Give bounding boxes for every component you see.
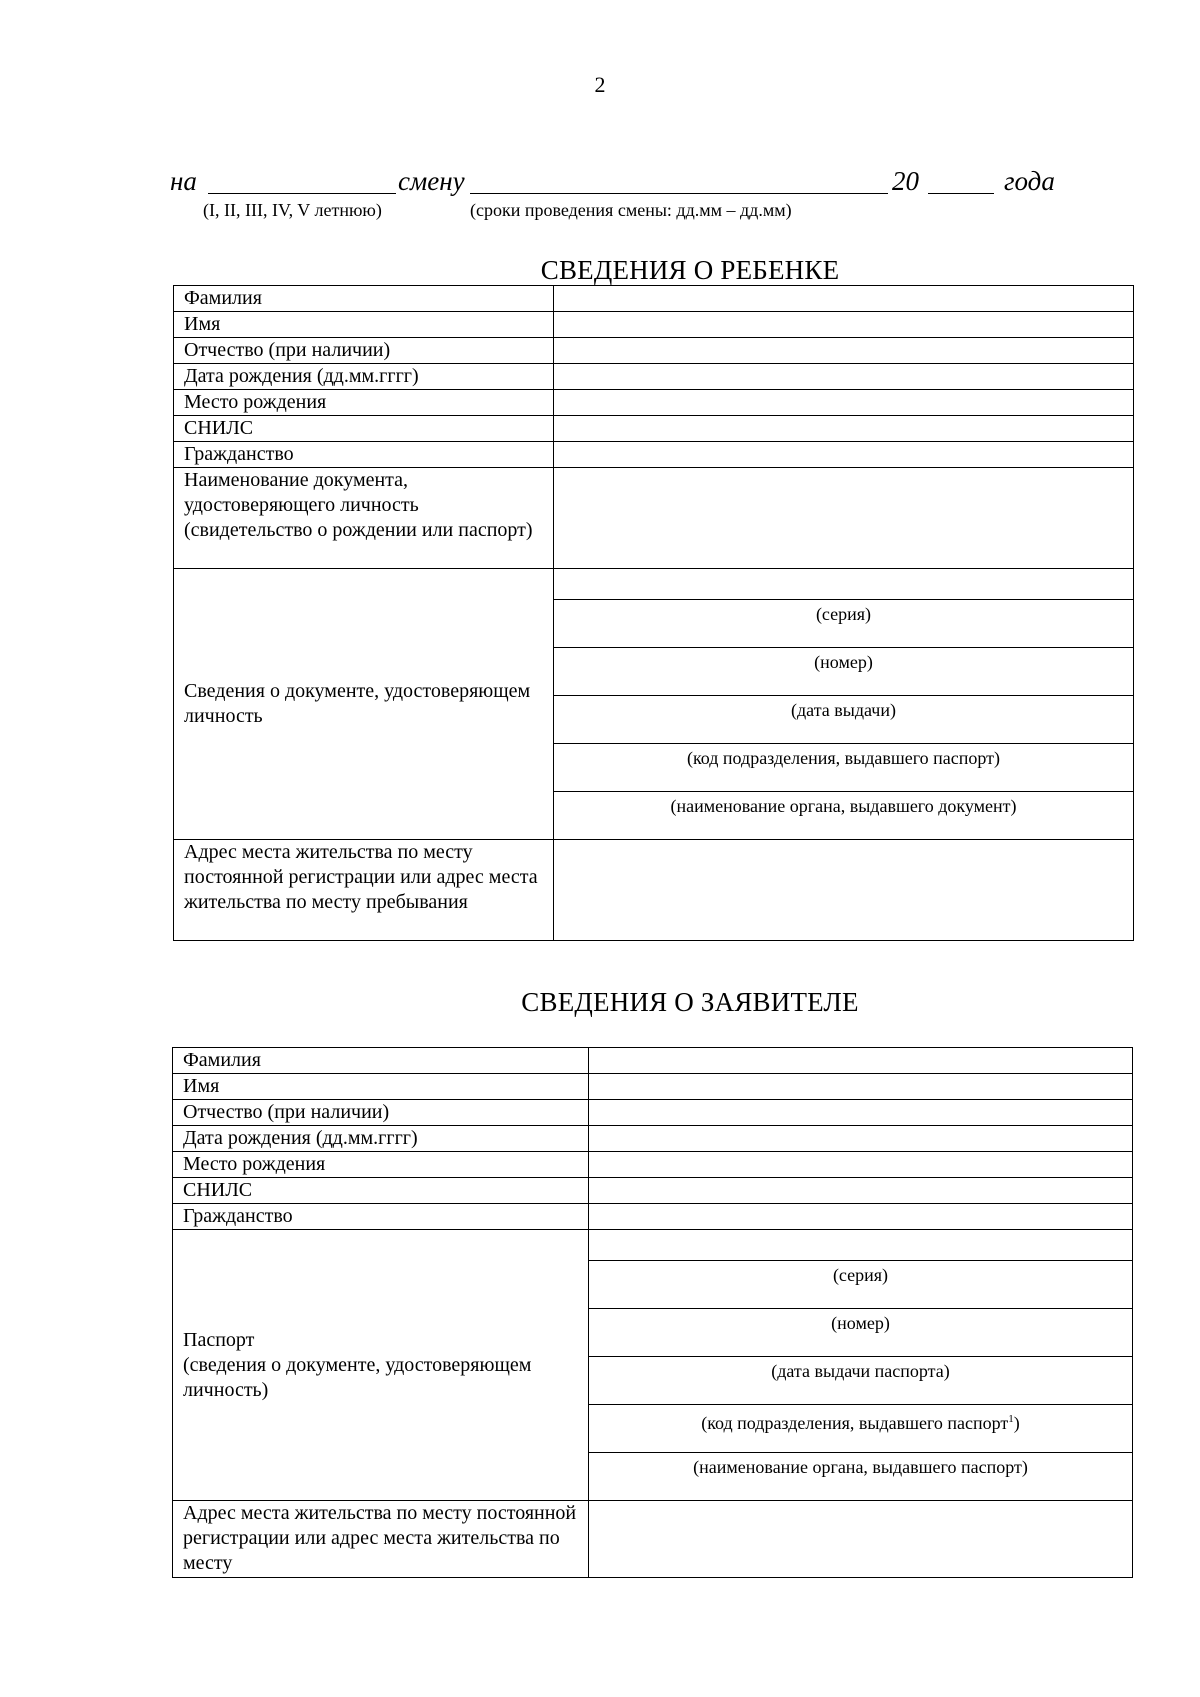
shift-hint: (I, II, III, IV, V летнюю)	[203, 200, 382, 220]
table-row	[173, 1126, 1133, 1152]
child-value-citizenship[interactable]	[554, 442, 1134, 468]
applicant-passport-issue-date[interactable]: (дата выдачи паспорта)	[589, 1357, 1133, 1405]
child-doc-division-code[interactable]: (код подразделения, выдавшего паспорт)	[554, 744, 1134, 792]
table-row	[174, 338, 1134, 364]
child-label-doc-name: Наименование документа, удостоверяющего личность (свидетельство о рождении или паспорт)	[174, 468, 554, 569]
child-value-name[interactable]	[554, 312, 1134, 338]
year-suffix: года	[1004, 166, 1055, 196]
applicant-label-birthplace: Место рождения	[173, 1152, 589, 1178]
child-value-address[interactable]	[554, 840, 1134, 941]
table-row	[173, 1178, 1133, 1204]
applicant-value-address[interactable]	[589, 1501, 1133, 1578]
page-number: 2	[594, 72, 606, 97]
child-label-citizenship: Гражданство	[174, 442, 554, 468]
child-doc-series[interactable]: (серия)	[554, 600, 1134, 648]
applicant-label-patronymic: Отчество (при наличии)	[173, 1100, 589, 1126]
applicant-section-title: СВЕДЕНИЯ О ЗАЯВИТЕЛЕ	[521, 987, 859, 1017]
footnote-mark: 1	[1008, 1413, 1014, 1425]
table-row	[173, 1501, 1133, 1578]
child-doc-number[interactable]: (номер)	[554, 648, 1134, 696]
table-row	[174, 364, 1134, 390]
child-label-surname: Фамилия	[174, 286, 554, 312]
table-row	[173, 1074, 1133, 1100]
table-row	[174, 286, 1134, 312]
applicant-label-address: Адрес места жительства по месту постоянной регистрации или адрес места жительства по месту	[173, 1501, 589, 1578]
applicant-passport-division-code[interactable]	[589, 1405, 1133, 1453]
applicant-label-name: Имя	[173, 1074, 589, 1100]
child-label-name: Имя	[174, 312, 554, 338]
applicant-value-passport[interactable]	[589, 1230, 1133, 1261]
applicant-label-birthdate: Дата рождения (дд.мм.гггг)	[173, 1126, 589, 1152]
child-value-birthdate[interactable]	[554, 364, 1134, 390]
applicant-value-birthplace[interactable]	[589, 1152, 1133, 1178]
applicant-label-passport	[173, 1230, 589, 1501]
child-value-patronymic[interactable]	[554, 338, 1134, 364]
child-label-patronymic: Отчество (при наличии)	[174, 338, 554, 364]
child-label-address: Адрес места жительства по месту постоянной регистрации или адрес места жительства по месту пребывания	[174, 840, 554, 941]
passport-sublabel: (сведения о документе, удостоверяющем личность)	[183, 1353, 532, 1401]
passport-label: Паспорт	[183, 1328, 255, 1351]
child-label-doc-info: Сведения о документе, удостоверяющем личность	[174, 569, 554, 840]
table-row	[174, 442, 1134, 468]
table-row	[174, 468, 1134, 569]
hint-close-paren: )	[1013, 1413, 1020, 1433]
table-row	[174, 390, 1134, 416]
applicant-passport-number[interactable]: (номер)	[589, 1309, 1133, 1357]
child-info-table	[173, 285, 1134, 941]
applicant-value-citizenship[interactable]	[589, 1204, 1133, 1230]
applicant-info-table	[172, 1047, 1133, 1578]
shift-number-blank[interactable]	[208, 166, 396, 194]
year-blank[interactable]	[928, 166, 994, 194]
child-doc-issue-date[interactable]: (дата выдачи)	[554, 696, 1134, 744]
child-label-snils: СНИЛС	[174, 416, 554, 442]
applicant-passport-series[interactable]: (серия)	[589, 1261, 1133, 1309]
shift-word: смену	[398, 166, 465, 196]
shift-prefix: на	[170, 166, 197, 196]
applicant-value-patronymic[interactable]	[589, 1100, 1133, 1126]
child-value-doc-info[interactable]	[554, 569, 1134, 600]
applicant-label-surname: Фамилия	[173, 1048, 589, 1074]
year-prefix: 20	[892, 166, 919, 196]
child-label-birthdate: Дата рождения (дд.мм.гггг)	[174, 364, 554, 390]
table-row	[173, 1230, 1133, 1261]
table-row	[173, 1152, 1133, 1178]
applicant-value-birthdate[interactable]	[589, 1126, 1133, 1152]
applicant-value-snils[interactable]	[589, 1178, 1133, 1204]
child-value-snils[interactable]	[554, 416, 1134, 442]
division-code-hint: (код подразделения, выдавшего паспорт	[701, 1413, 1009, 1433]
table-row	[174, 416, 1134, 442]
applicant-label-snils: СНИЛС	[173, 1178, 589, 1204]
applicant-label-citizenship: Гражданство	[173, 1204, 589, 1230]
child-doc-issuer[interactable]: (наименование органа, выдавшего документ)	[554, 792, 1134, 840]
applicant-value-surname[interactable]	[589, 1048, 1133, 1074]
table-row	[174, 312, 1134, 338]
child-label-birthplace: Место рождения	[174, 390, 554, 416]
shift-dates-blank[interactable]	[470, 166, 888, 194]
shift-line	[170, 166, 1055, 200]
table-row	[174, 569, 1134, 600]
table-row	[173, 1100, 1133, 1126]
child-value-doc-name[interactable]	[554, 468, 1134, 569]
applicant-value-name[interactable]	[589, 1074, 1133, 1100]
child-value-surname[interactable]	[554, 286, 1134, 312]
applicant-passport-issuer[interactable]: (наименование органа, выдавшего паспорт)	[589, 1453, 1133, 1501]
table-row	[174, 840, 1134, 941]
child-section-title: СВЕДЕНИЯ О РЕБЕНКЕ	[540, 255, 840, 285]
table-row	[173, 1204, 1133, 1230]
table-row	[173, 1048, 1133, 1074]
child-value-birthplace[interactable]	[554, 390, 1134, 416]
dates-hint: (сроки проведения смены: дд.мм – дд.мм)	[470, 200, 792, 220]
